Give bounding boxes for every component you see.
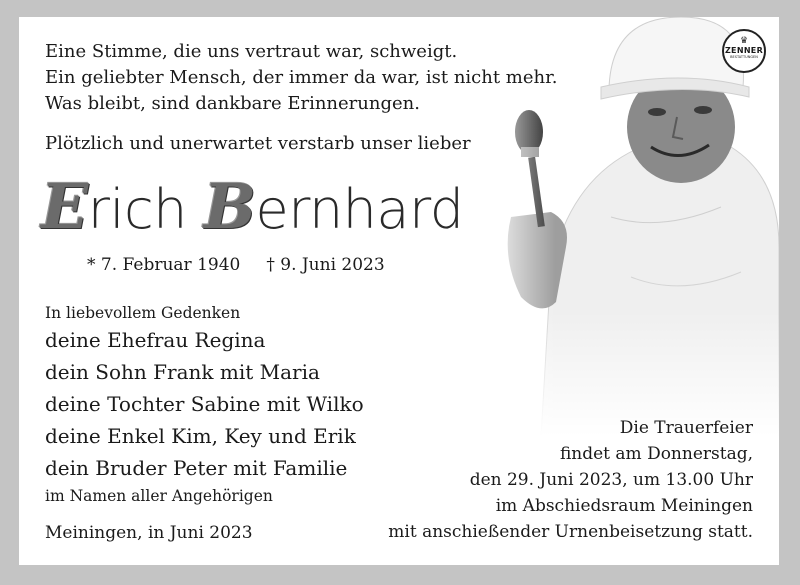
funeral-home-logo — [722, 29, 766, 73]
service-line: mit anschießender Urnenbeisetzung statt. — [388, 522, 753, 542]
last-name-rest: ernhard — [255, 178, 464, 241]
obituary-card — [19, 17, 779, 565]
death-date: † 9. Juni 2023 — [266, 255, 385, 275]
intro-line: Was bleibt, sind dankbare Erinnerungen. — [45, 93, 420, 114]
place-date: Meiningen, in Juni 2023 — [45, 523, 253, 543]
death-announcement: Plötzlich und unerwartet verstarb unser lieber — [45, 133, 471, 154]
service-line: den 29. Juni 2023, um 13.00 Uhr — [469, 470, 753, 490]
logo-subtext: BESTATTUNGEN — [730, 55, 758, 59]
service-line: findet am Donnerstag, — [559, 444, 753, 464]
intro-verse — [45, 39, 557, 117]
last-initial: B — [203, 170, 256, 243]
family-member: deine Tochter Sabine mit Wilko — [45, 392, 364, 416]
birth-date: * 7. Februar 1940 — [87, 255, 241, 275]
funeral-service-info — [388, 415, 753, 545]
crown-icon: ♛ — [739, 36, 749, 46]
family-member: dein Sohn Frank mit Maria — [45, 360, 320, 384]
life-dates — [87, 255, 411, 275]
first-initial: E — [41, 170, 88, 243]
service-line: Die Trauerfeier — [619, 418, 753, 438]
all-relatives: im Namen aller Angehörigen — [45, 487, 273, 505]
logo-text: ZENNER — [724, 46, 764, 55]
family-member: deine Enkel Kim, Key und Erik — [45, 424, 356, 448]
service-line: im Abschiedsraum Meiningen — [495, 496, 753, 516]
family-member: deine Ehefrau Regina — [45, 328, 266, 352]
intro-line: Ein geliebter Mensch, der immer da war, ist nicht mehr. — [45, 67, 558, 88]
deceased-name — [41, 170, 464, 243]
memorial-intro: In liebevollem Gedenken — [45, 304, 241, 322]
first-name-rest: rich — [87, 178, 187, 241]
intro-line: Eine Stimme, die uns vertraut war, schweigt. — [45, 41, 458, 62]
family-member: dein Bruder Peter mit Familie — [45, 456, 348, 480]
